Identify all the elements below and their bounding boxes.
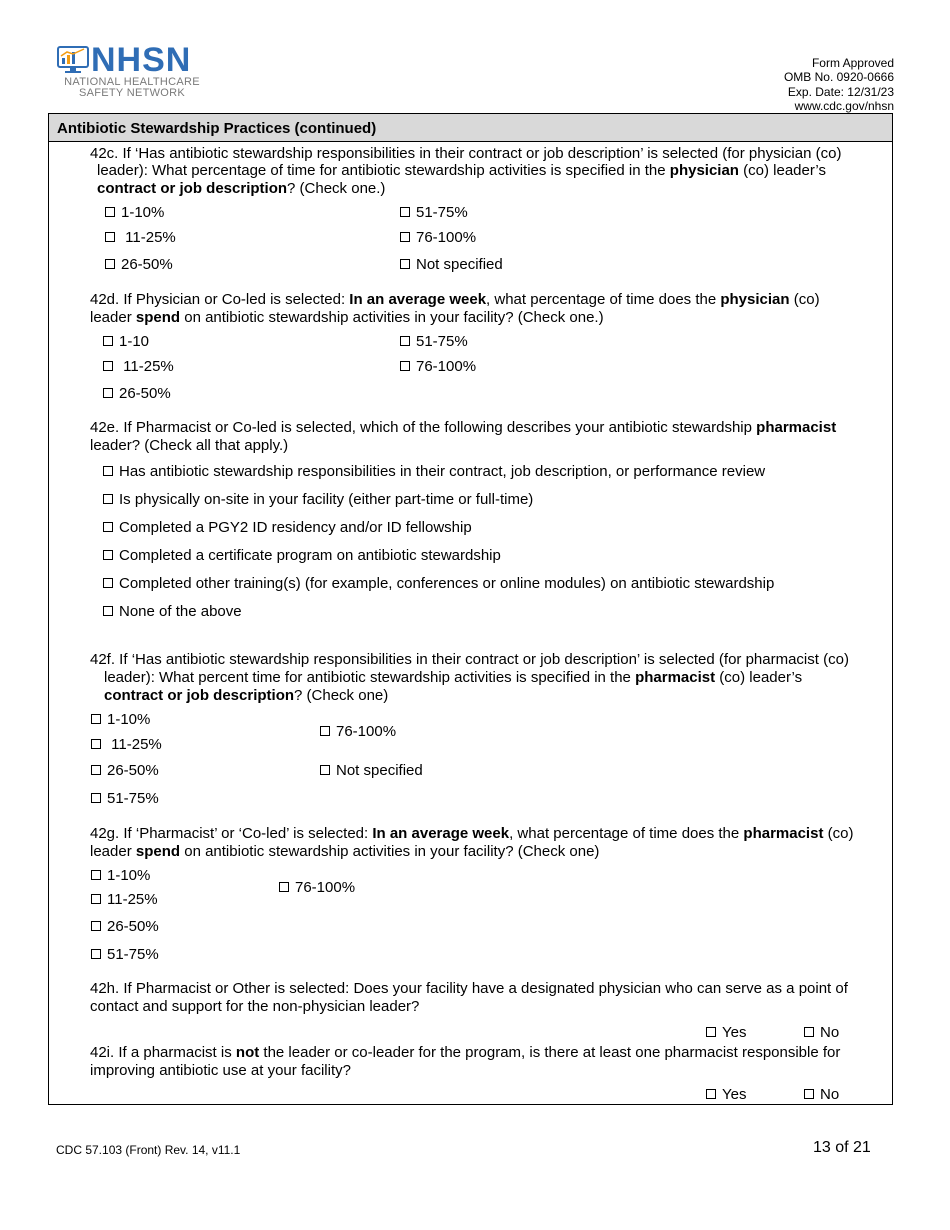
checkbox[interactable] [320,765,330,775]
nhsn-logo [57,41,217,100]
checkbox[interactable] [103,336,113,346]
q42f-option[interactable]: 11-25% [91,736,162,753]
q42e-option[interactable]: Completed a PGY2 ID residency and/or ID fellowship [103,519,472,536]
logo-wordmark: NHSN [91,41,192,79]
q42d-option[interactable]: 1-10 [103,333,149,350]
checkbox[interactable] [91,921,101,931]
q42g-option[interactable]: 11-25% [91,891,158,908]
checkbox[interactable] [105,232,115,242]
q42c-text-line1: 42c. If ‘Has antibiotic stewardship responsibilities in their contract or job description’ is selected (for physician (co) [90,145,842,162]
q42f-option[interactable]: Not specified [320,762,423,779]
q42d-option[interactable]: 51-75% [400,333,468,350]
checkbox[interactable] [91,714,101,724]
q42c-option[interactable]: 1-10% [105,204,164,221]
q42h-text-line2: contact and support for the non-physician leader? [90,998,420,1015]
checkbox[interactable] [706,1089,716,1099]
q42e-option[interactable]: Completed a certificate program on antibiotic stewardship [103,547,501,564]
checkbox[interactable] [103,466,113,476]
q42f-option[interactable]: 26-50% [91,762,159,779]
q42d-option[interactable]: 26-50% [103,385,171,402]
checkbox[interactable] [103,361,113,371]
form-id-footer: CDC 57.103 (Front) Rev. 14, v11.1 [56,1143,241,1157]
checkbox[interactable] [103,388,113,398]
q42c-option[interactable]: 26-50% [105,256,173,273]
checkbox[interactable] [706,1027,716,1037]
q42i-text-line1: 42i. If a pharmacist is not the leader or co-leader for the program, is there at least one pharmacist responsible for [90,1044,841,1061]
q42d-option[interactable]: 11-25% [103,358,174,375]
q42d-text-line2: leader spend on antibiotic stewardship activities in your facility? (Check one.) [90,309,604,326]
q42i-text-line2: improving antibiotic use at your facility? [90,1062,351,1079]
q42f-option[interactable]: 76-100% [320,723,396,740]
q42g-option[interactable]: 26-50% [91,918,159,935]
checkbox[interactable] [105,259,115,269]
q42c-text-line2: leader): What percentage of time for antibiotic stewardship activities is specified in the physician (co) leader’s [97,162,826,179]
q42h-yes-option[interactable]: Yes [706,1024,746,1041]
section-title: Antibiotic Stewardship Practices (continued) [57,120,377,137]
checkbox[interactable] [400,336,410,346]
checkbox[interactable] [400,361,410,371]
q42e-text-line1: 42e. If Pharmacist or Co-led is selected, which of the following describes your antibiotic stewardship pharmacist [90,419,837,436]
checkbox[interactable] [103,606,113,616]
checkbox[interactable] [400,207,410,217]
expiration-date: Exp. Date: 12/31/23 [787,85,894,99]
q42g-text-line1: 42g. If ‘Pharmacist’ or ‘Co-led’ is selected: In an average week, what percentage of time does the pharmacist (co) [90,825,854,842]
q42c-option[interactable]: Not specified [400,256,503,273]
q42i-yes-option[interactable]: Yes [706,1086,746,1103]
q42g-option[interactable]: 76-100% [279,879,355,896]
q42e-option[interactable]: Has antibiotic stewardship responsibilities in their contract, job description, or performance review [103,463,765,480]
q42e-option[interactable]: None of the above [103,603,242,620]
checkbox[interactable] [91,870,101,880]
checkbox[interactable] [400,232,410,242]
checkbox[interactable] [91,739,101,749]
q42g-text-line2: leader spend on antibiotic stewardship activities in your facility? (Check one) [90,843,600,860]
checkbox[interactable] [91,894,101,904]
section-header-bar [49,114,892,142]
page-number: 13 of 21 [813,1139,871,1156]
q42e-option[interactable]: Is physically on-site in your facility (either part-time or full-time) [103,491,533,508]
logo-subtitle-line1: NATIONAL HEALTHCARE [64,76,200,88]
omb-number: OMB No. 0920-0666 [783,70,894,84]
q42c-option[interactable]: 51-75% [400,204,468,221]
q42f-text-line1: 42f. If ‘Has antibiotic stewardship responsibilities in their contract or job description’ is selected (for pharmacist (co) [90,651,849,668]
checkbox[interactable] [103,550,113,560]
q42g-option[interactable]: 1-10% [91,867,150,884]
q42e-option[interactable]: Completed other training(s) (for example, conferences or online modules) on antibiotic stewardship [103,575,774,592]
form-approved-label: Form Approved [811,56,894,70]
checkbox[interactable] [103,578,113,588]
q42d-text-line1: 42d. If Physician or Co-led is selected: In an average week, what percentage of time does the physician (co) [90,291,820,308]
checkbox[interactable] [91,765,101,775]
q42f-text-line3: contract or job description? (Check one) [104,687,389,704]
cdc-url-link[interactable]: www.cdc.gov/nhsn [794,99,894,113]
checkbox[interactable] [103,494,113,504]
monitor-chart-icon [57,46,89,76]
q42f-text-line2: leader): What percent time for antibiotic stewardship activities is specified in the pharmacist (co) leader’s [104,669,803,686]
q42f-option[interactable]: 51-75% [91,790,159,807]
checkbox[interactable] [91,793,101,803]
q42d-option[interactable]: 76-100% [400,358,476,375]
q42h-text-line1: 42h. If Pharmacist or Other is selected: Does your facility have a designated physician who can serve as a point of [90,980,848,997]
checkbox[interactable] [103,522,113,532]
q42g-option[interactable]: 51-75% [91,946,159,963]
q42c-text-line3: contract or job description? (Check one.) [97,180,386,197]
checkbox[interactable] [804,1027,814,1037]
checkbox[interactable] [804,1089,814,1099]
checkbox[interactable] [91,949,101,959]
q42i-no-option[interactable]: No [804,1086,839,1103]
checkbox[interactable] [279,882,289,892]
q42c-option[interactable]: 76-100% [400,229,476,246]
q42e-text-line2: leader? (Check all that apply.) [90,437,289,454]
q42h-no-option[interactable]: No [804,1024,839,1041]
checkbox[interactable] [105,207,115,217]
checkbox[interactable] [400,259,410,269]
q42c-option[interactable]: 11-25% [105,229,176,246]
logo-subtitle-line2: SAFETY NETWORK [78,87,186,99]
checkbox[interactable] [320,726,330,736]
q42f-option[interactable]: 1-10% [91,711,150,728]
